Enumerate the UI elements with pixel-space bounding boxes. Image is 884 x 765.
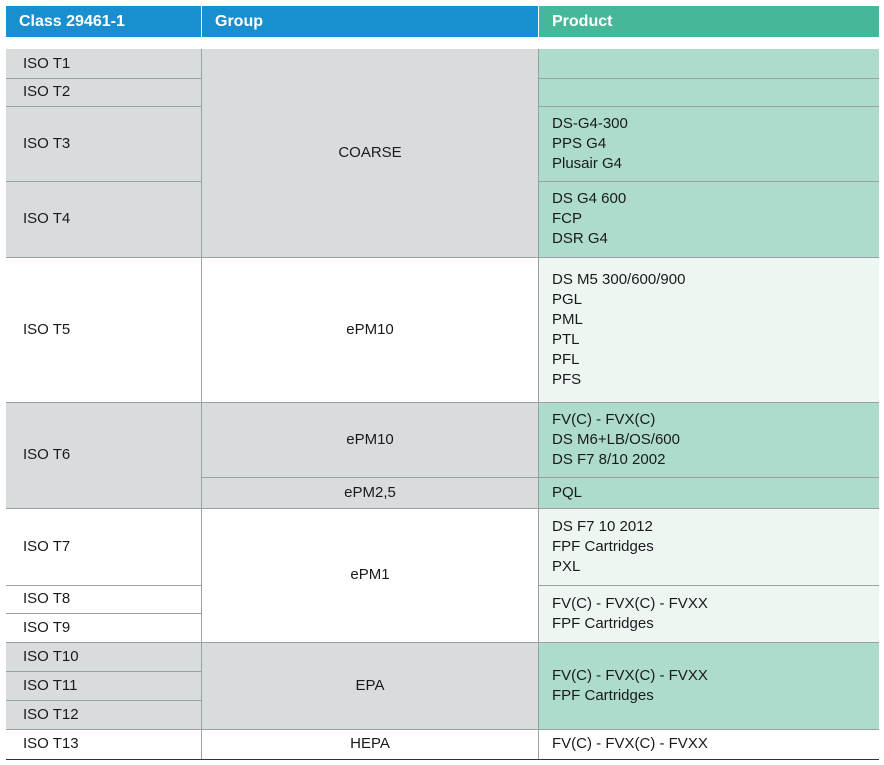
class-cell: ISO T13 [23, 735, 79, 752]
product-cell-t6-epm10 [539, 402, 879, 477]
row-divider [539, 78, 879, 79]
class-cell: ISO T9 [23, 618, 71, 636]
product-name: PGL [552, 290, 583, 308]
product-name: PQL [552, 483, 583, 501]
class-cell: ISO T5 [23, 320, 71, 338]
product-name: PXL [552, 557, 581, 575]
class-cell: ISO T12 [23, 705, 79, 723]
product-cell-t10-t12 [539, 642, 879, 729]
product-cell-t5 [539, 257, 879, 402]
product-name: DS M5 300/600/900 [552, 270, 686, 288]
product-cell-t4 [539, 181, 879, 257]
product-name: PFS [552, 370, 582, 388]
class-cell: ISO T10 [23, 647, 79, 665]
product-cell-t13 [539, 729, 879, 759]
product-cell-t7 [539, 508, 879, 585]
header-group: Group [202, 6, 538, 37]
product-name: PML [552, 310, 583, 328]
product-name: PFL [552, 350, 580, 368]
product-name: FV(C) - FVX(C) - FVXX [552, 594, 708, 612]
product-name: DSR G4 [552, 230, 608, 247]
product-name: Plusair G4 [552, 154, 623, 172]
class-cell: ISO T7 [23, 537, 71, 555]
product-name: FV(C) - FVX(C) - FVXX [552, 735, 708, 752]
class-cell: ISO T8 [23, 590, 71, 607]
product-name: DS F7 8/10 2002 [552, 450, 666, 468]
group-cell-epm10: ePM10 [346, 320, 394, 338]
product-cell-t8-t9 [539, 585, 879, 642]
class-cell: ISO T4 [23, 210, 71, 227]
group-cell-epm10: ePM10 [346, 430, 394, 448]
group-cell-epa: EPA [355, 676, 385, 694]
group-cell-hepa: HEPA [350, 735, 390, 752]
group-cell-coarse: COARSE [338, 144, 402, 161]
product-name: FV(C) - FVX(C) - FVXX [552, 666, 708, 684]
class-cell: ISO T1 [23, 54, 71, 72]
header-product: Product [539, 6, 879, 37]
class-cell: ISO T2 [23, 83, 71, 100]
product-name: FCP [552, 210, 582, 227]
product-name: DS-G4-300 [552, 114, 628, 132]
product-name: DS G4 600 [552, 190, 627, 207]
product-name: PPS G4 [552, 134, 607, 152]
class-cell: ISO T3 [23, 134, 71, 152]
product-name: DS M6+LB/OS/600 [552, 430, 680, 448]
class-cell: ISO T6 [23, 446, 71, 463]
product-cell-t6-epm25 [539, 477, 879, 508]
group-cell-epm1: ePM1 [350, 566, 390, 583]
group-cell-epm25: ePM2,5 [344, 483, 396, 501]
product-name: FPF Cartridges [552, 537, 654, 555]
table-bottom-border [6, 759, 879, 760]
product-cell-t3 [539, 106, 879, 181]
header-class: Class 29461-1 [6, 6, 201, 37]
product-name: FPF Cartridges [552, 686, 654, 704]
product-name: FPF Cartridges [552, 614, 654, 632]
class-cell: ISO T11 [23, 676, 78, 694]
product-name: DS F7 10 2012 [552, 517, 653, 535]
product-name: PTL [552, 330, 580, 348]
product-name: FV(C) - FVX(C) [552, 410, 656, 428]
